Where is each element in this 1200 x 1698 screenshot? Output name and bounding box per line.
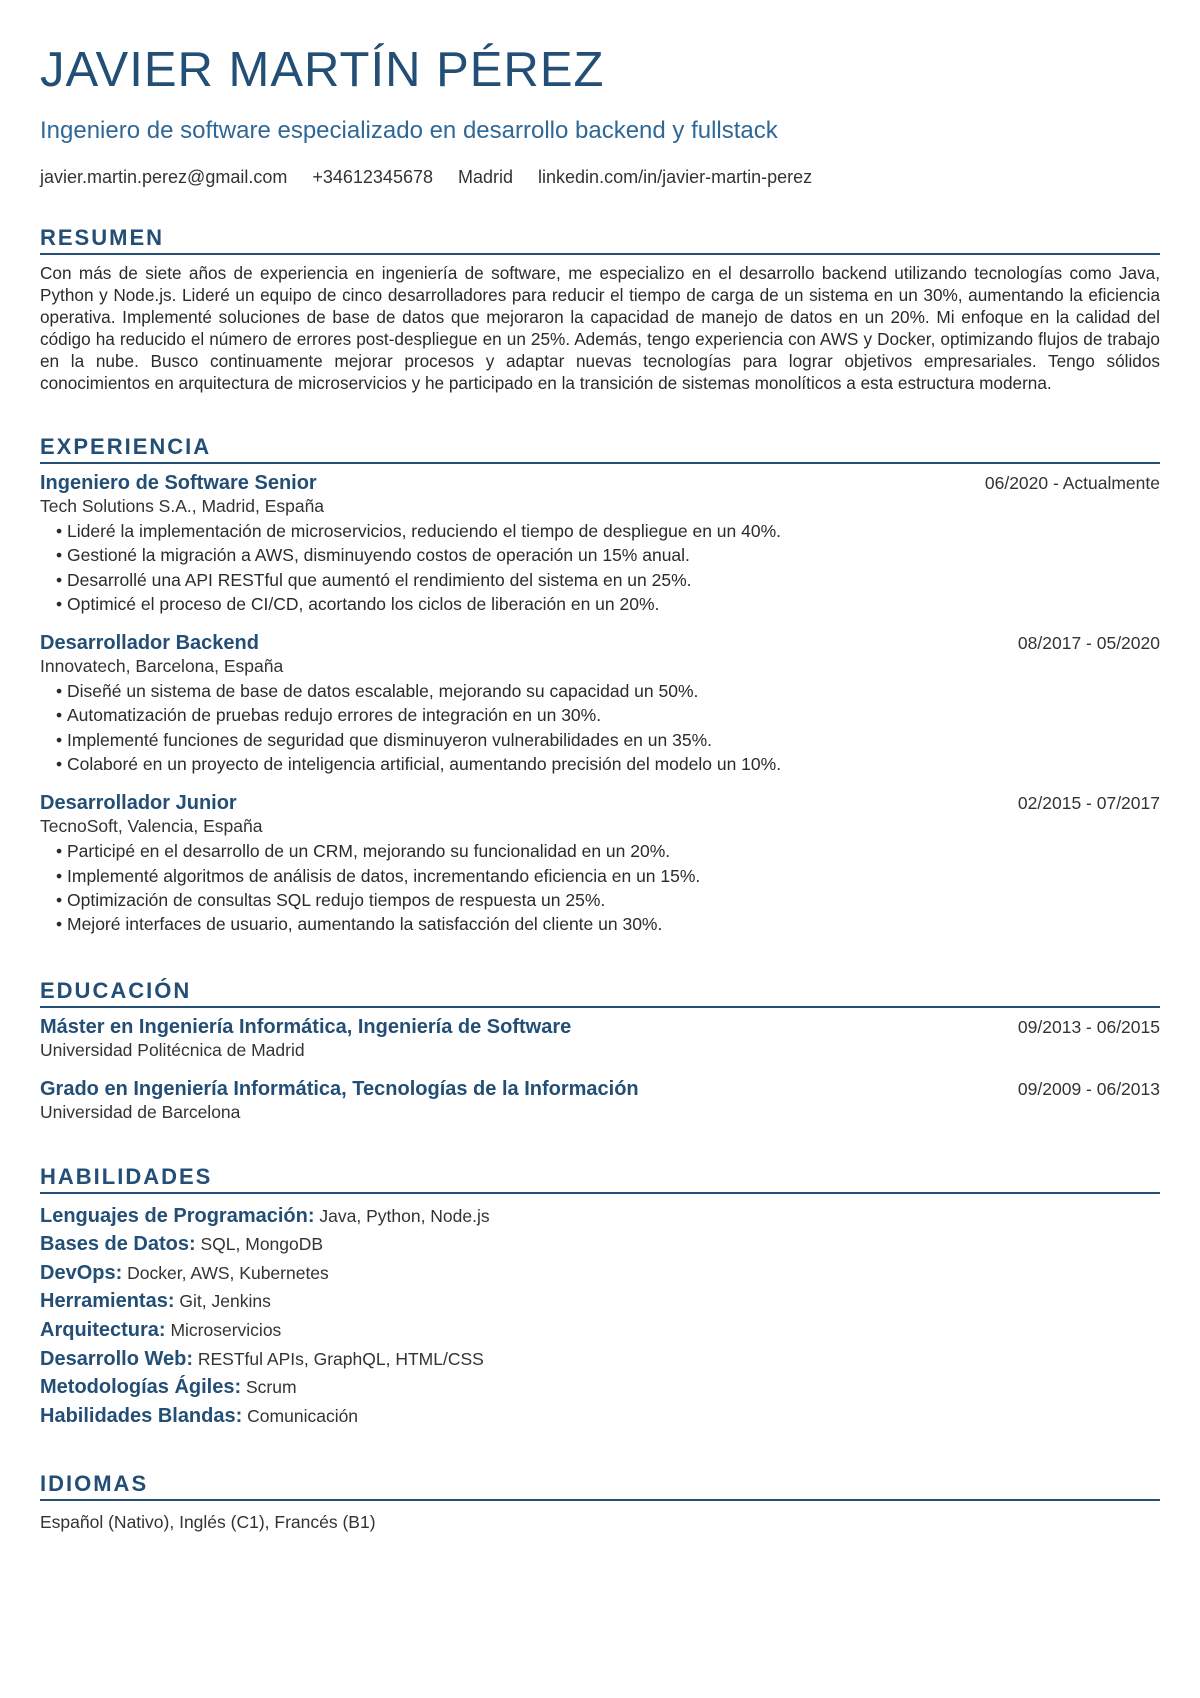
- job-company: Tech Solutions S.A., Madrid, España: [40, 496, 325, 516]
- candidate-name: JAVIER MARTÍN PÉREZ: [40, 43, 605, 97]
- bullet-icon: •: [56, 705, 63, 726]
- achievement-text: Mejoré interfaces de usuario, aumentando la satisfacción del cliente un 30%.: [67, 914, 663, 935]
- bullet-icon: •: [56, 841, 63, 862]
- skill-values: Scrum: [246, 1377, 297, 1398]
- skill-row: [40, 1230, 1160, 1259]
- achievement-item: [56, 888, 1160, 912]
- skills-section: [40, 1163, 1160, 1431]
- job-achievements: [40, 679, 1160, 776]
- bullet-icon: •: [56, 889, 63, 910]
- experience-section: [40, 433, 1160, 937]
- school-name: Universidad de Barcelona: [40, 1101, 241, 1122]
- skill-values: Comunicación: [247, 1405, 359, 1426]
- achievement-item: [56, 752, 1160, 776]
- achievement-item: [56, 728, 1160, 752]
- bullet-icon: •: [56, 754, 63, 775]
- degree-dates: 09/2013 - 06/2015: [1017, 1016, 1160, 1037]
- bullet-icon: •: [56, 914, 63, 935]
- contact-info: [40, 166, 1160, 188]
- education-list: [40, 1015, 1160, 1124]
- achievement-item: [56, 519, 1160, 543]
- education-entry-header: [40, 1015, 1160, 1039]
- professional-headline: Ingeniero de software especializado en desarrollo backend y fullstack: [40, 117, 778, 144]
- experience-entry-header: [40, 791, 1160, 815]
- achievement-item: [56, 703, 1160, 727]
- job-achievements: [40, 519, 1160, 616]
- skills-list: [40, 1202, 1160, 1431]
- achievement-text: Lideré la implementación de microservicios, reduciendo el tiempo de despliegue en un 40%.: [67, 521, 782, 541]
- job-achievements: [40, 839, 1160, 936]
- experience-entry-header: [40, 631, 1160, 655]
- achievement-item: [56, 592, 1160, 616]
- achievement-text: Gestioné la migración a AWS, disminuyendo costos de operación un 15% anual.: [67, 545, 690, 566]
- achievement-text: Colaboré en un proyecto de inteligencia artificial, aumentando precisión del modelo un 10%.: [67, 754, 782, 775]
- skill-row: [40, 1259, 1160, 1288]
- job-dates: 08/2017 - 05/2020: [1017, 633, 1160, 654]
- achievement-item: [56, 839, 1160, 863]
- summary-text: Con más de siete años de experiencia en ingeniería de software, me especializo en el desarrollo backend utilizando tecnologías como Java, Python y Node.js. Lideré un equipo de cinco desarrolladores para reducir el tiempo de carga de un sistema en un 30%, aumentando la eficiencia operativa. Implementé soluciones de base de datos que mejoraron la capacidad de manejo de datos en un 20%. Mi enfoque en la calidad del código ha reducido el número de errores post-despliegue en un 25%. Además, tengo experiencia con AWS y Docker, optimizando flujos de trabajo en la nube. Busco continuamente mejorar procesos y adaptar nuevas tecnologías para lograr objetivos empresariales. Tengo sólidos conocimientos en arquitectura de microservicios y he participado en la transición de sistemas monolíticos a esta estructura moderna.: [40, 263, 1160, 393]
- section-title-languages: IDIOMAS: [40, 1470, 1160, 1501]
- skill-row: [40, 1373, 1160, 1402]
- education-entry: [40, 1077, 1160, 1124]
- job-company: TecnoSoft, Valencia, España: [40, 816, 263, 837]
- degree-dates: 09/2009 - 06/2013: [1017, 1078, 1160, 1099]
- school-name: Universidad Politécnica de Madrid: [40, 1039, 305, 1060]
- skill-category: Herramientas:: [40, 1290, 175, 1313]
- experience-entry: [40, 631, 1160, 776]
- achievement-item: [56, 543, 1160, 567]
- skill-category: Metodologías Ágiles:: [40, 1376, 242, 1399]
- job-title: Desarrollador Backend: [40, 632, 259, 655]
- job-dates: 02/2015 - 07/2017: [1017, 793, 1160, 814]
- section-title-experience: EXPERIENCIA: [40, 433, 1160, 464]
- languages-text: Español (Nativo), Inglés (C1), Francés (B1): [40, 1512, 376, 1533]
- skill-category: Lenguajes de Programación:: [40, 1204, 315, 1227]
- contact-linkedin[interactable]: linkedin.com/in/javier-martin-perez: [538, 167, 813, 187]
- languages-section: [40, 1470, 1160, 1534]
- achievement-text: Optimización de consultas SQL redujo tiempos de respuesta un 25%.: [67, 889, 606, 910]
- achievement-text: Implementé algoritmos de análisis de datos, incrementando eficiencia en un 15%.: [67, 865, 701, 886]
- skill-category: DevOps:: [40, 1261, 123, 1284]
- section-title-summary: RESUMEN: [40, 224, 1160, 255]
- skill-category: Bases de Datos:: [40, 1233, 196, 1256]
- bullet-icon: •: [56, 593, 63, 614]
- summary-section: [40, 224, 1160, 394]
- achievement-item: [56, 568, 1160, 592]
- bullet-icon: •: [56, 729, 63, 750]
- bullet-icon: •: [56, 545, 63, 566]
- skill-values: SQL, MongoDB: [200, 1234, 324, 1255]
- skill-row: [40, 1202, 1160, 1231]
- skill-values: Docker, AWS, Kubernetes: [127, 1262, 329, 1283]
- bullet-icon: •: [56, 681, 63, 702]
- education-entry-header: [40, 1077, 1160, 1101]
- skill-values: Git, Jenkins: [179, 1291, 271, 1312]
- skill-category: Habilidades Blandas:: [40, 1404, 243, 1427]
- skill-row: [40, 1345, 1160, 1374]
- section-title-skills: HABILIDADES: [40, 1163, 1160, 1194]
- experience-entry: [40, 471, 1160, 616]
- contact-location: Madrid: [458, 167, 514, 187]
- contact-phone[interactable]: +34612345678: [312, 167, 433, 187]
- achievement-text: Optimicé el proceso de CI/CD, acortando los ciclos de liberación en un 20%.: [67, 593, 660, 614]
- achievement-text: Automatización de pruebas redujo errores de integración en un 30%.: [67, 705, 602, 726]
- achievement-text: Participé en el desarrollo de un CRM, mejorando su funcionalidad en un 20%.: [67, 841, 671, 862]
- skill-category: Desarrollo Web:: [40, 1347, 193, 1370]
- contact-email[interactable]: javier.martin.perez@gmail.com: [40, 167, 288, 187]
- achievement-item: [56, 912, 1160, 936]
- achievement-text: Desarrollé una API RESTful que aumentó el rendimiento del sistema en un 25%.: [67, 569, 692, 590]
- section-title-education: EDUCACIÓN: [40, 977, 1160, 1008]
- achievement-item: [56, 679, 1160, 703]
- skill-row: [40, 1316, 1160, 1345]
- skill-values: RESTful APIs, GraphQL, HTML/CSS: [197, 1348, 484, 1369]
- education-section: [40, 977, 1160, 1124]
- experience-list: [40, 471, 1160, 937]
- degree-title: Grado en Ingeniería Informática, Tecnologías de la Información: [40, 1077, 639, 1100]
- achievement-text: Diseñé un sistema de base de datos escalable, mejorando su capacidad un 50%.: [67, 681, 699, 702]
- bullet-icon: •: [56, 521, 63, 541]
- skill-row: [40, 1402, 1160, 1431]
- bullet-icon: •: [56, 865, 63, 886]
- degree-title: Máster en Ingeniería Informática, Ingeniería de Software: [40, 1015, 572, 1038]
- skill-values: Java, Python, Node.js: [319, 1205, 490, 1226]
- job-company: Innovatech, Barcelona, España: [40, 656, 284, 677]
- skill-values: Microservicios: [170, 1319, 282, 1340]
- bullet-icon: •: [56, 569, 63, 590]
- education-entry: [40, 1015, 1160, 1062]
- job-title: Desarrollador Junior: [40, 792, 237, 815]
- achievement-item: [56, 864, 1160, 888]
- skill-category: Arquitectura:: [40, 1318, 166, 1341]
- skill-row: [40, 1287, 1160, 1316]
- achievement-text: Implementé funciones de seguridad que disminuyeron vulnerabilidades en un 35%.: [67, 729, 712, 750]
- experience-entry-header: [40, 471, 1160, 495]
- job-dates: 06/2020 - Actualmente: [984, 473, 1160, 493]
- experience-entry: [40, 791, 1160, 936]
- job-title: Ingeniero de Software Senior: [40, 472, 317, 494]
